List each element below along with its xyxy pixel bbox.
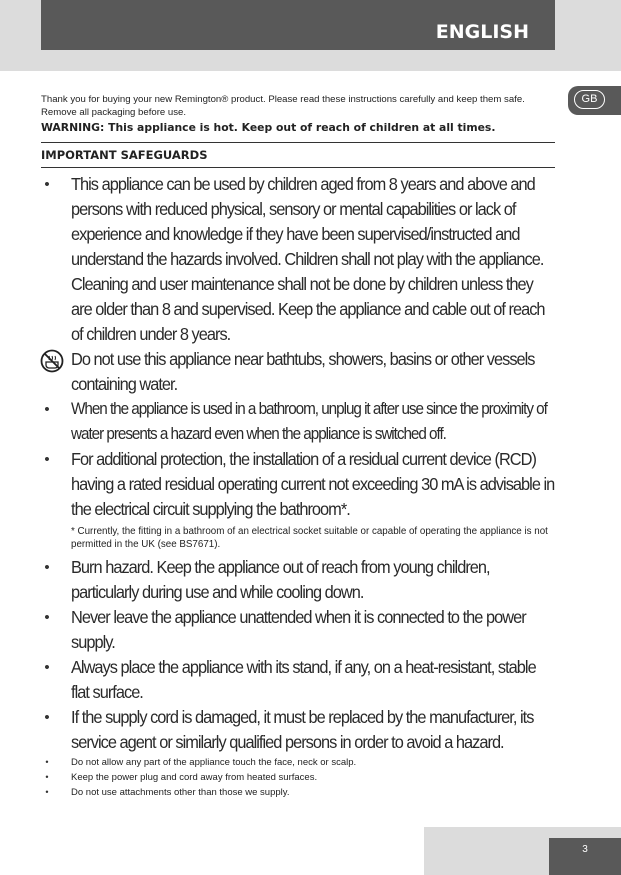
safeguard-list — [41, 172, 555, 800]
country-badge: GB — [574, 90, 605, 109]
bullet: • — [44, 401, 50, 418]
divider — [41, 167, 555, 168]
list-item-text: Always place the appliance with its stand, if any, on a heat-resistant, stable flat surface. — [71, 657, 536, 702]
list-item — [41, 555, 555, 605]
page-number: 3 — [582, 844, 588, 855]
section-title: IMPORTANT SAFEGUARDS — [41, 148, 208, 162]
footnote-text: * Currently, the fitting in a bathroom of an electrical socket suitable or capable of operating the appliance is not permitted in the UK (see BS7671). — [71, 526, 548, 550]
footnote — [41, 525, 555, 551]
list-item — [41, 397, 555, 447]
list-item — [41, 447, 555, 522]
list-item-text: When the appliance is used in a bathroom, unplug it after use since the proximity of water presents a hazard even when the appliance is switched off. — [71, 400, 547, 443]
bullet: • — [44, 559, 50, 576]
list-item-text: Do not use attachments other than those we supply. — [71, 787, 290, 798]
language-label: ENGLISH — [435, 21, 529, 43]
list-item — [41, 347, 555, 397]
list-item-text: This appliance can be used by children aged from 8 years and above and persons with reduced physical, sensory or mental capabilities or lack of experience and knowledge if they have been supervised/instructed and understand the hazards involved. Children shall not play with the appliance. Cleaning and user maintenance shall not be done by children unless they are older than 8 and supervised. Keep the appliance and cable out of reach of children under 8 years. — [71, 174, 545, 344]
intro-text: Thank you for buying your new Remington® product. Please read these instructions carefully and keep them safe. Remove all packaging before use. — [41, 94, 525, 118]
list-item-text: Burn hazard. Keep the appliance out of reach from young children, particularly during use and while cooling down. — [71, 557, 490, 602]
list-item-text: Do not use this appliance near bathtubs, showers, basins or other vessels containing water. — [71, 349, 535, 394]
bullet: • — [44, 451, 50, 468]
list-item-text: For additional protection, the installation of a residual current device (RCD) having a rated residual operating current not exceeding 30 mA is advisable in the electrical circuit supplying the bathroom*. — [71, 449, 555, 519]
bullet: • — [45, 757, 49, 767]
list-item-text: Keep the power plug and cord away from heated surfaces. — [71, 772, 318, 783]
list-item — [41, 770, 555, 785]
main-content — [41, 93, 555, 800]
list-item-text: Never leave the appliance unattended when it is connected to the power supply. — [71, 607, 526, 652]
list-item — [41, 705, 555, 755]
list-item-text: Do not allow any part of the appliance touch the face, neck or scalp. — [71, 757, 357, 768]
list-item — [41, 785, 555, 800]
list-item — [41, 655, 555, 705]
page-number-box — [549, 838, 621, 875]
warning-text: WARNING: This appliance is hot. Keep out of reach of children at all times. — [41, 121, 496, 134]
list-item-text: If the supply cord is damaged, it must be replaced by the manufacturer, its service agent or similarly qualified persons in order to avoid a hazard. — [71, 707, 534, 752]
no-water-icon — [40, 349, 64, 373]
country-tab — [568, 86, 621, 115]
bullet: • — [45, 787, 49, 797]
bullet: • — [44, 609, 50, 626]
language-header — [41, 0, 555, 50]
bullet: • — [44, 709, 50, 726]
list-item — [41, 755, 555, 770]
list-item — [41, 605, 555, 655]
bullet: • — [44, 176, 50, 193]
list-item — [41, 172, 555, 347]
bullet: • — [45, 772, 49, 782]
bullet: • — [44, 659, 50, 676]
